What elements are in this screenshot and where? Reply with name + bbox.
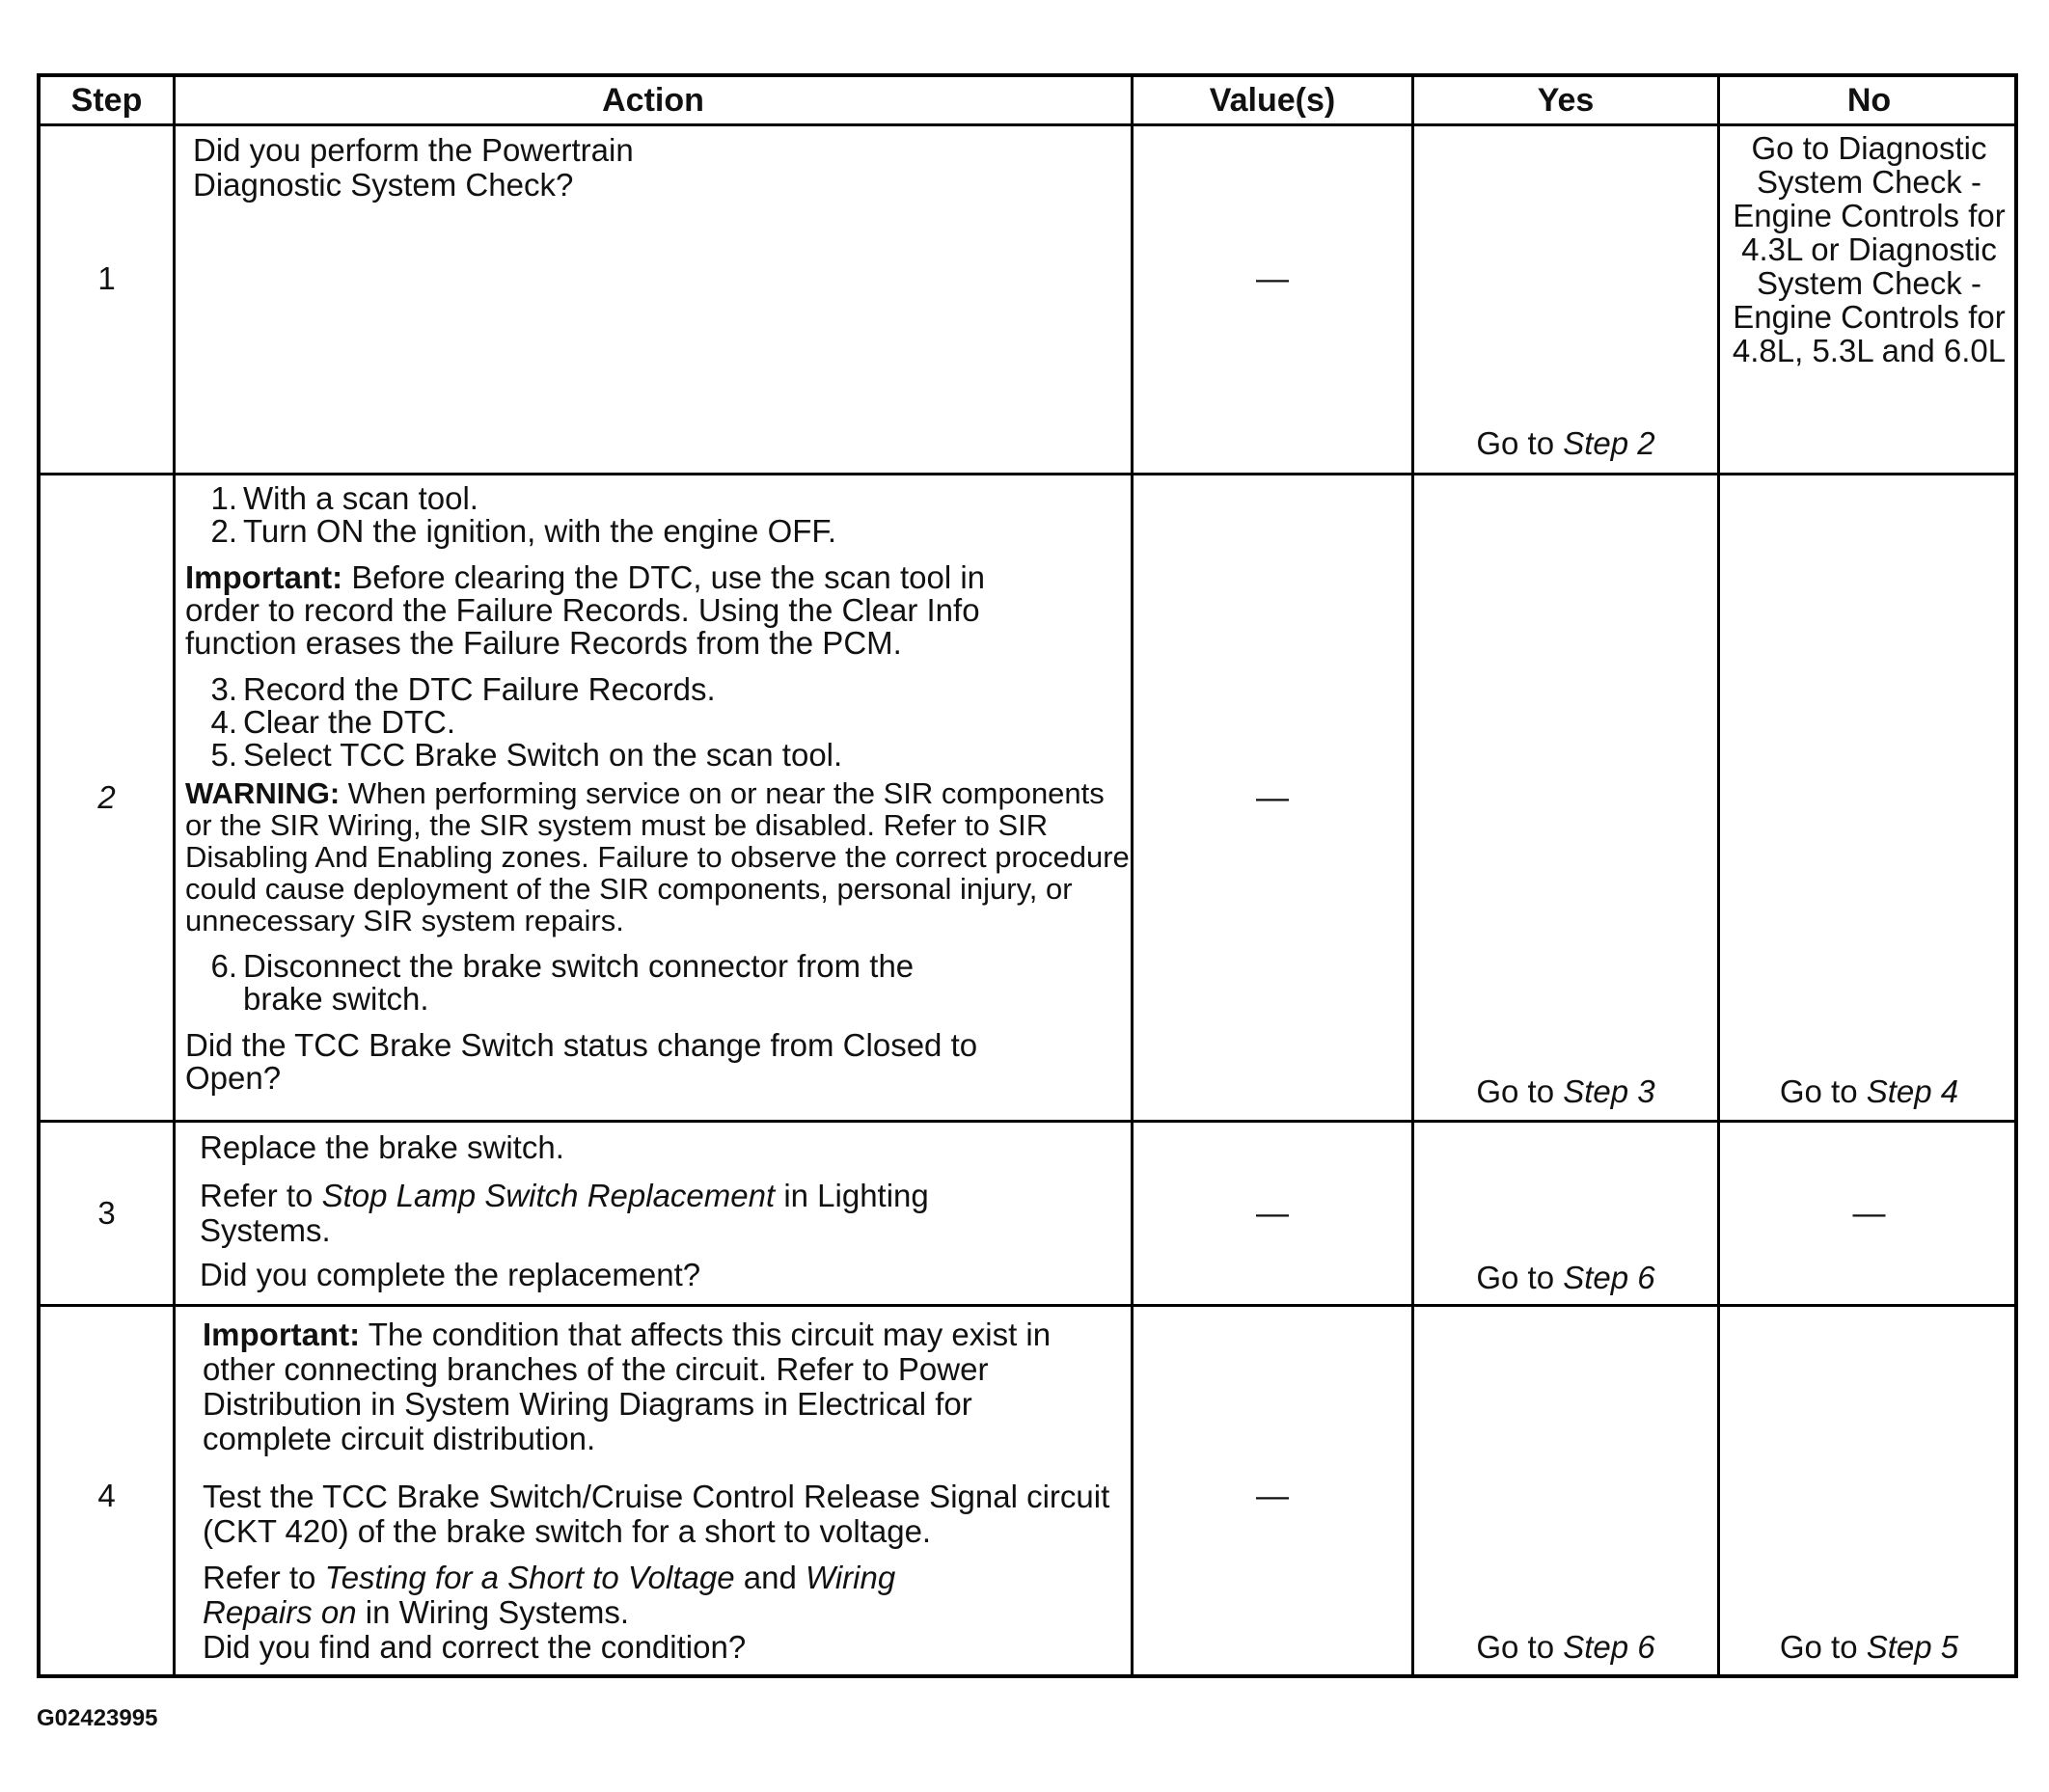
reference-link: Stop Lamp Switch Replacement (321, 1178, 776, 1213)
procedure-step: 6. Disconnect the brake switch connector from the brake switch. (210, 948, 915, 1017)
step-link: Step 4 (1866, 1073, 1959, 1109)
warning-note: WARNING: When performing service on or near the SIR components or the SIR Wiring, the SIR system must be disabled. Refer to SIR Disabling And Enabling zones. Failure to observe the correct procedure could cause deployment of the SIR components, personal injury, or unnecessary SIR system repairs. (185, 776, 1130, 937)
values-dash: — (1256, 779, 1289, 816)
procedure-steps (185, 673, 1126, 772)
yes-goto[interactable]: Go to Step 6 (1476, 1629, 1655, 1665)
procedure-steps (185, 482, 1126, 548)
step-link: Step 5 (1866, 1629, 1959, 1665)
column-divider (1131, 77, 1134, 1674)
yes-goto[interactable]: Go to Step 3 (1476, 1073, 1655, 1109)
reference-link: Wiring Repairs on (203, 1560, 896, 1630)
values-dash: — (1256, 1478, 1289, 1514)
question: Did you find and correct the condition? (203, 1629, 747, 1665)
procedure-step: 1. With a scan tool. (210, 480, 478, 516)
column-divider (173, 77, 176, 1674)
action-block (203, 1317, 1129, 1665)
figure-code: G02423995 (37, 1705, 158, 1731)
step-link: Step 3 (1563, 1073, 1655, 1109)
step-link: Step 6 (1563, 1260, 1655, 1295)
step-number: 2 (97, 779, 116, 815)
step-number: 3 (97, 1195, 116, 1231)
step-link: Step 6 (1563, 1629, 1655, 1665)
header-no: No (1846, 82, 1892, 119)
procedure-step: 3. Record the DTC Failure Records. (210, 671, 716, 707)
yes-goto[interactable]: Go to Step 6 (1476, 1260, 1655, 1295)
diagnostic-table (37, 73, 2018, 1678)
values-dash: — (1256, 260, 1289, 297)
header-yes: Yes (1537, 82, 1595, 119)
step-link: Step 2 (1563, 425, 1655, 461)
procedure-steps (185, 950, 1126, 1016)
step-number: 4 (97, 1478, 116, 1513)
step-number: 1 (97, 260, 116, 296)
test-instruction: Test the TCC Brake Switch/Cruise Control Release Signal circuit (CKT 420) of the brake switch for a short to voltage. (203, 1479, 1110, 1549)
procedure-step: 4. Clear the DTC. (210, 704, 456, 740)
no-goto[interactable]: Go to Step 5 (1779, 1629, 1959, 1665)
header-step: Step (70, 82, 143, 119)
question: Did the TCC Brake Switch status change from Closed to Open? (185, 1027, 978, 1096)
procedure-step: 2. Turn ON the ignition, with the engine OFF. (210, 513, 837, 549)
important-note: Important: The condition that affects this circuit may exist in other connecting branches of the circuit. Refer to Power Distribution in System Wiring Diagrams in Electrical for complete circuit distribution. (203, 1317, 1052, 1456)
action-block (200, 1130, 1068, 1292)
action-text: Replace the brake switch. (200, 1129, 564, 1165)
action-block (185, 480, 1130, 1096)
header-values: Value(s) (1209, 82, 1336, 119)
reference-note: Refer to Testing for a Short to Voltage and Wiring Repairs on in Wiring Systems. (203, 1560, 896, 1630)
question: Did you complete the replacement? (200, 1257, 701, 1292)
values-dash: — (1256, 1195, 1289, 1232)
procedure-step: 5. Select TCC Brake Switch on the scan tool. (210, 737, 843, 773)
action-text: Did you perform the Powertrain Diagnostic System Check? (193, 132, 634, 203)
no-dash: — (1852, 1195, 1886, 1232)
yes-goto[interactable]: Go to Step 2 (1476, 425, 1655, 461)
no-goto[interactable]: Go to Step 4 (1779, 1073, 1959, 1109)
reference-link: Testing for a Short to Voltage (324, 1560, 735, 1595)
column-divider (1411, 77, 1414, 1674)
reference-note: Refer to Stop Lamp Switch Replacement in Lighting Systems. (200, 1178, 929, 1248)
no-goto[interactable]: Go to Diagnostic System Check - Engine Controls for 4.3L or Diagnostic System Check - Engine Controls for 4.8L, 5.3L and 6.0L (1732, 130, 2007, 368)
header-action: Action (602, 82, 704, 119)
important-note: Important: Before clearing the DTC, use the scan tool in order to record the Failure Records. Using the Clear Info function erases the Failure Records from the PCM. (185, 559, 986, 661)
